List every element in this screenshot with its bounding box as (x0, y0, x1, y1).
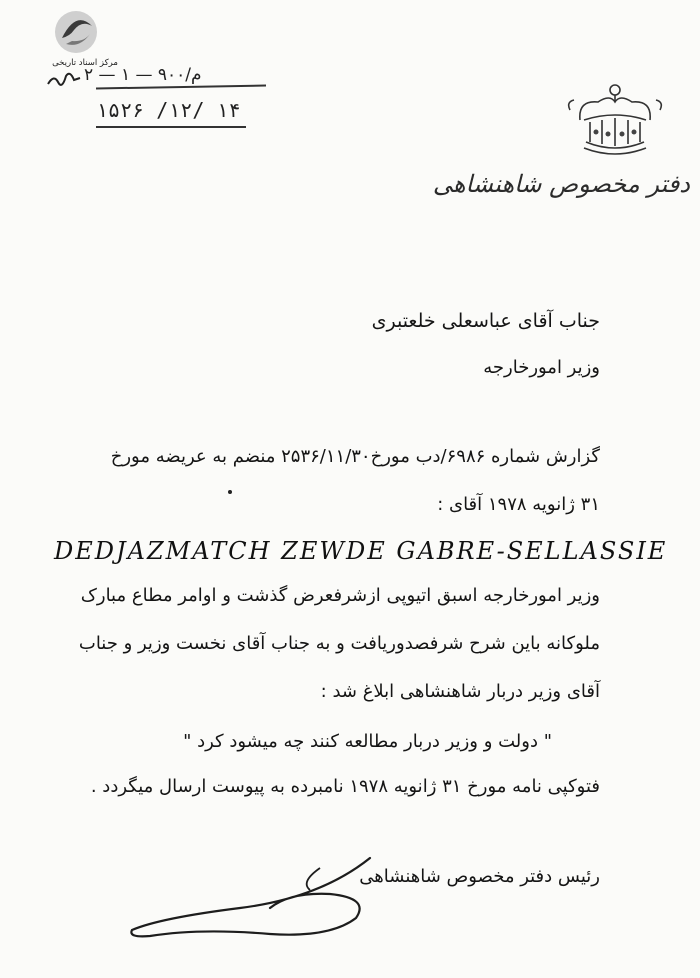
latin-name: DEDJAZMATCH ZEWDE GABRE-SELLASSIE (54, 537, 668, 565)
body-line: گزارش شماره ۶۹۸۶/دب مورخ۲۵۳۶/۱۱/۳۰ منضم به عریضه مورخ (110, 446, 600, 467)
initials-scribble (44, 66, 84, 96)
reference-date-underline (96, 126, 246, 128)
crown-icon (560, 80, 670, 160)
body-line: ملوکانه باین شرح شرفصدوریافت و به جناب آقای نخست وزیر و جناب (78, 633, 600, 654)
body-line: وزیر امورخارجه اسبق اتیوپی ازشرفعرض گذشت و اوامر مطاع مبارک (80, 585, 600, 606)
reference-number: ۲ — ۱ — ۹۰۰/م (84, 65, 202, 85)
letterhead (290, 162, 690, 212)
ink-dot (228, 490, 232, 494)
body-line: ۳۱ ژانویه ۱۹۷۸ آقای : (437, 494, 600, 515)
signature-title: رئیس دفتر مخصوص شاهنشاهی (359, 866, 600, 887)
reference-underline (96, 85, 266, 90)
recipient-name: جناب آقای عباسعلی خلعتبری (371, 310, 600, 332)
archive-logo-caption: مرکز اسناد تاریخی (52, 58, 118, 68)
body-line: آقای وزیر دربار شاهنشاهی ابلاغ شد : (320, 681, 600, 702)
archive-logo-icon (52, 8, 100, 56)
body-line: فتوکپی نامه مورخ ۳۱ ژانویه ۱۹۷۸ نامبرده به پیوست ارسال میگردد . (90, 776, 600, 797)
royal-order-quote: " دولت و وزیر دربار مطالعه کنند چه میشود کرد " (183, 731, 552, 752)
recipient-title: وزیر امورخارجه (483, 357, 600, 378)
handwritten-signature (120, 838, 380, 948)
letterhead-text: دفتر مخصوص شاهنشاهی (432, 170, 690, 198)
reference-date: ۱۵۲۶ /۱۲/ ۱۴ (96, 98, 241, 122)
